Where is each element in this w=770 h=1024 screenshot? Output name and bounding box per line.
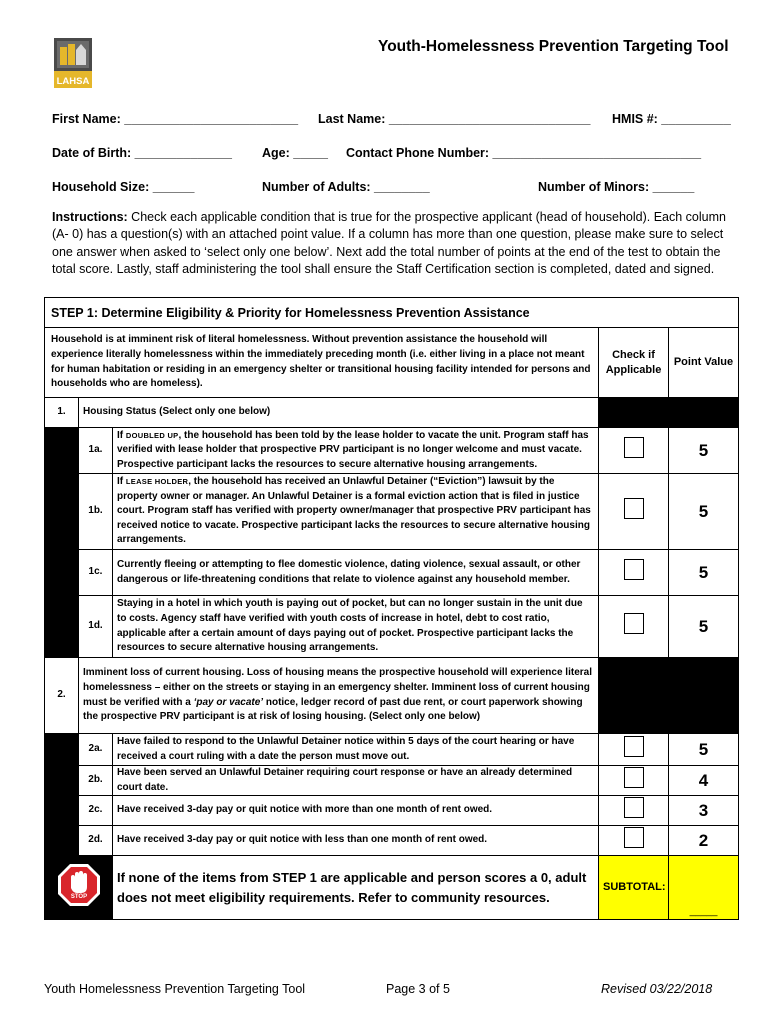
item-2d-cell: [599, 826, 669, 856]
footer-page-number: Page 3 of 5: [386, 982, 450, 996]
stop-cell: [45, 856, 113, 920]
section-2-description: Imminent loss of current housing. Loss of housing means the prospective household will experience literal homelessness – either on the streets or staying in an emergency shelter. Imminent loss of current housing must be verified with a ‘pay or vacate’ notice, ledger record of past due rent, or court paperwork showing the prospective PRV participant is at risk of losing housing. (Select only one below): [79, 658, 599, 734]
logo-text: LAHSA: [56, 76, 90, 87]
check-if-applicable-header: Check if Applicable: [599, 328, 669, 398]
item-2c-checkbox[interactable]: [624, 797, 644, 818]
number-of-minors-field[interactable]: Number of Minors: ______: [538, 180, 695, 194]
section-1-title: Housing Status (Select only one below): [79, 398, 599, 428]
item-2b-id: 2b.: [79, 766, 113, 796]
item-1b-checkbox[interactable]: [624, 498, 644, 519]
item-2a-text: Have failed to respond to the Unlawful Detainer notice within 5 days of the court hearing or have received a court ruling with a date the person must move out.: [113, 734, 599, 766]
step1-description: Household is at imminent risk of literal homelessness. Without prevention assistance the household will experience literally homelessness within the immediately preceding month (i.e. either living in a place not meant for human habitation or residing in an emergency shelter or transitional housing facility intended for persons and households who are homeless).: [45, 328, 599, 398]
item-2b-cell: [599, 766, 669, 796]
item-1a-checkbox[interactable]: [624, 437, 644, 458]
item-1b-cell: [599, 474, 669, 550]
item-2d-text: Have received 3-day pay or quit notice with less than one month of rent owed.: [113, 826, 599, 856]
item-2b-points: 4: [669, 766, 739, 796]
item-1a-id: 1a.: [79, 428, 113, 474]
hmis-field[interactable]: HMIS #: __________: [612, 112, 731, 126]
item-1b-text: If LEASE HOLDER, the household has received an Unlawful Detainer (“Eviction”) lawsuit by the property owner or manager. An Unlawful Detainer is a formal eviction action that is filed in justice court. Program staff has verified with property owner/manager that prospective PRV participant has received notice to vacate. Prospective participant lacks the resources to secure alternative housing arrangements.: [113, 474, 599, 550]
instructions-label: Instructions:: [52, 210, 128, 224]
step1-title: STEP 1: Determine Eligibility & Priority for Homelessness Prevention Assistance: [45, 298, 739, 328]
item-1a-cell: [599, 428, 669, 474]
item-1d-cell: [599, 596, 669, 658]
subtotal-value[interactable]: _____: [669, 856, 739, 920]
section-2-header-fill: [599, 658, 739, 734]
footer-revised-date: Revised 03/22/2018: [601, 982, 713, 996]
item-2d-points: 2: [669, 826, 739, 856]
item-2b-text: Have been served an Unlawful Detainer requiring court response or have an already determined court date.: [113, 766, 599, 796]
page-title: Youth-Homelessness Prevention Targeting Tool: [378, 38, 729, 55]
stop-sign-text: STOP: [70, 893, 87, 900]
item-1a-points: 5: [669, 428, 739, 474]
item-2a-checkbox[interactable]: [624, 736, 644, 757]
section-1-indent: [45, 428, 79, 658]
section-1-number: 1.: [45, 398, 79, 428]
item-1a-text: If DOUBLED UP, the household has been told by the lease holder to vacate the unit. Program staff has verified with lease holder that prospective PRV participant is no longer welcome and must vacate. Prospective participant lacks the resources to secure alternative housing arrangements.: [113, 428, 599, 474]
item-2a-points: 5: [669, 734, 739, 766]
item-2a-cell: [599, 734, 669, 766]
item-1b-id: 1b.: [79, 474, 113, 550]
number-of-adults-field[interactable]: Number of Adults: ________: [262, 180, 430, 194]
item-1d-checkbox[interactable]: [624, 613, 644, 634]
item-2b-checkbox[interactable]: [624, 767, 644, 788]
final-message: If none of the items from STEP 1 are applicable and person scores a 0, adult does not meet eligibility requirements. Refer to community resources.: [113, 856, 599, 920]
household-size-field[interactable]: Household Size: ______: [52, 180, 195, 194]
instructions-text: Check each applicable condition that is true for the prospective applicant (head of household). Each column (A- 0) has a question(s) with an attached point value. If a column has more than one question, please make sure to select one answer when asked to ‘select only one below’. Next add the total number of points at the end of the test to obtain the total score. Lastly, staff administering the tool shall ensure the Staff Certification section is completed, dated and signed.: [52, 210, 726, 277]
item-1c-cell: [599, 550, 669, 596]
footer-title: Youth Homelessness Prevention Targeting Tool: [44, 982, 306, 996]
item-2c-text: Have received 3-day pay or quit notice with more than one month of rent owed.: [113, 796, 599, 826]
item-1c-points: 5: [669, 550, 739, 596]
first-name-field[interactable]: First Name: _________________________: [52, 112, 299, 126]
lahsa-logo: [54, 38, 92, 88]
contact-phone-field[interactable]: Contact Phone Number: ______________________________: [346, 146, 702, 160]
item-1d-id: 1d.: [79, 596, 113, 658]
section-1-header-fill: [599, 398, 739, 428]
section-2-number: 2.: [45, 658, 79, 734]
stop-sign-icon: [57, 863, 101, 907]
step1-table: [44, 297, 739, 920]
item-1c-id: 1c.: [79, 550, 113, 596]
item-2d-id: 2d.: [79, 826, 113, 856]
item-1c-text: Currently fleeing or attempting to flee domestic violence, dating violence, sexual assault, or other dangerous or life-threatening conditions that relate to violence against any household member.: [113, 550, 599, 596]
item-2c-cell: [599, 796, 669, 826]
last-name-field[interactable]: Last Name: _____________________________: [318, 112, 591, 126]
item-2c-points: 3: [669, 796, 739, 826]
item-1c-checkbox[interactable]: [624, 559, 644, 580]
item-2d-checkbox[interactable]: [624, 827, 644, 848]
point-value-header: Point Value: [669, 328, 739, 398]
instructions: [52, 209, 728, 279]
item-1d-text: Staying in a hotel in which youth is paying out of pocket, but can no longer sustain in the unit due to costs. Agency staff have verified with youth costs of increase in hotel, debt to cost ratio, applicable after a certain amount of days paying out of pocket. Prospective participant lacks the resources to secure alternative housing arrangements.: [113, 596, 599, 658]
item-2a-id: 2a.: [79, 734, 113, 766]
item-1d-points: 5: [669, 596, 739, 658]
subtotal-label: SUBTOTAL:: [599, 856, 669, 920]
item-2c-id: 2c.: [79, 796, 113, 826]
date-of-birth-field[interactable]: Date of Birth: ______________: [52, 146, 232, 160]
age-field[interactable]: Age: _____: [262, 146, 329, 160]
item-1b-points: 5: [669, 474, 739, 550]
section-2-indent: [45, 734, 79, 856]
